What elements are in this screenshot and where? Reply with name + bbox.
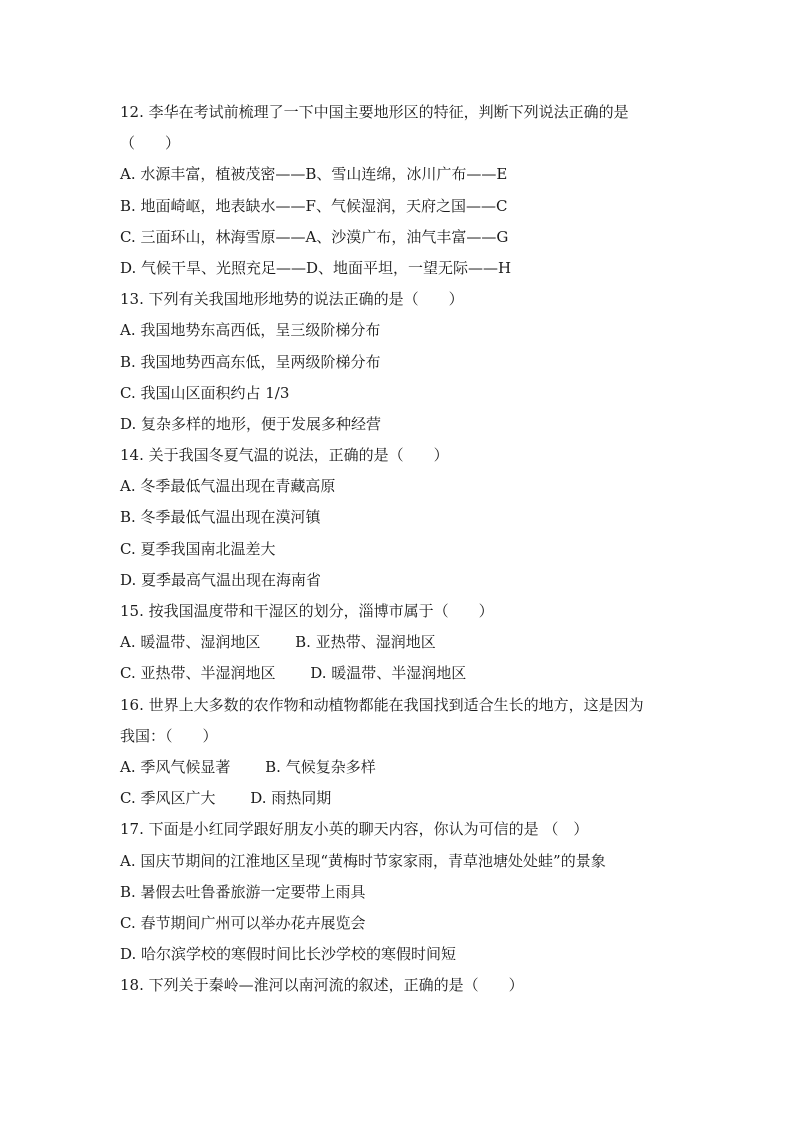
question-16-option-d: D. 雨热同期 (250, 789, 332, 808)
question-text: 世界上大多数的农作物和动植物都能在我国找到适合生长的地方，这是因为 (148, 695, 644, 714)
question-15-option-b: B. 亚热带、湿润地区 (295, 633, 436, 652)
question-14-stem (120, 440, 700, 471)
question-text: 下面是小红同学跟好朋友小英的聊天内容，你认为可信的是 （ ） (148, 820, 589, 839)
question-13-option-c: C. 我国山区面积约占 1/3 (120, 383, 290, 402)
question-12-option-a: A. 水源丰富，植被茂密——B、雪山连绵，冰川广布——E (120, 165, 508, 184)
question-text: 下列有关我国地形地势的说法正确的是（ ） (148, 290, 464, 309)
question-15-option-c: C. 亚热带、半湿润地区 (120, 664, 276, 683)
question-number: 13. (120, 290, 144, 309)
question-13-option-d: D. 复杂多样的地形，便于发展多种经营 (120, 414, 382, 433)
question-text: 李华在考试前梳理了一下中国主要地形区的特征，判断下列说法正确的是 (148, 103, 629, 121)
question-14-option-c: C. 夏季我国南北温差大 (120, 539, 276, 558)
question-12-option-b: B. 地面崎岖，地表缺水——F、气候湿润，天府之国——C (120, 196, 508, 215)
question-list (120, 97, 700, 1001)
question-text: 下列关于秦岭—淮河以南河流的叙述，正确的是（ ） (148, 976, 524, 995)
question-17-option-c: C. 春节期间广州可以举办花卉展览会 (120, 913, 366, 932)
question-17-option-a: A. 国庆节期间的江淮地区呈现“黄梅时节家家雨，青草池塘处处蛙”的景象 (120, 851, 606, 870)
question-number: 12. (120, 103, 144, 121)
question-15-option-a: A. 暖温带、湿润地区 (120, 633, 261, 652)
question-18-stem (120, 970, 700, 1001)
question-16-option-b: B. 气候复杂多样 (265, 757, 376, 776)
question-16-option-a: A. 季风气候显著 (120, 757, 231, 776)
question-13-stem (120, 284, 700, 315)
question-14-option-d: D. 夏季最高气温出现在海南省 (120, 570, 322, 589)
question-16-options-row-1 (120, 752, 700, 783)
question-number: 15. (120, 602, 144, 620)
question-number: 17. (120, 820, 144, 839)
question-13-option-b: B. 我国地势西高东低，呈两级阶梯分布 (120, 352, 381, 371)
question-17-option-b: B. 暑假去吐鲁番旅游一定要带上雨具 (120, 882, 366, 901)
question-16-stem (120, 690, 700, 721)
question-number: 18. (120, 976, 144, 995)
question-12-stem-cont: （ ） (120, 134, 181, 153)
question-15-stem (120, 596, 700, 627)
question-number: 14. (120, 446, 144, 465)
question-14-option-b: B. 冬季最低气温出现在漠河镇 (120, 508, 321, 527)
question-12-option-c: C. 三面环山，林海雪原——A、沙漠广布，油气丰富——G (120, 227, 509, 246)
question-text: 关于我国冬夏气温的说法，正确的是（ ） (148, 446, 449, 465)
question-16-options-row-2 (120, 783, 700, 814)
question-14-option-a: A. 冬季最低气温出现在青藏高原 (120, 477, 336, 496)
question-15-option-d: D. 暖温带、半湿润地区 (310, 664, 467, 683)
question-15-options-row-1 (120, 627, 700, 658)
question-17-stem (120, 814, 700, 845)
question-12-option-d: D. 气候干旱、光照充足——D、地面平坦，一望无际——H (120, 258, 512, 277)
question-12-stem (120, 97, 700, 128)
question-number: 16. (120, 695, 144, 714)
question-17-option-d: D. 哈尔滨学校的寒假时间比长沙学校的寒假时间短 (120, 945, 457, 964)
question-13-option-a: A. 我国地势东高西低，呈三级阶梯分布 (120, 321, 381, 340)
question-16-option-c: C. 季风区广大 (120, 789, 216, 808)
question-15-options-row-2 (120, 658, 700, 689)
question-16-stem-cont: 我国：（ ） (120, 726, 218, 745)
question-text: 按我国温度带和干湿区的划分，淄博市属于（ ） (148, 602, 494, 620)
